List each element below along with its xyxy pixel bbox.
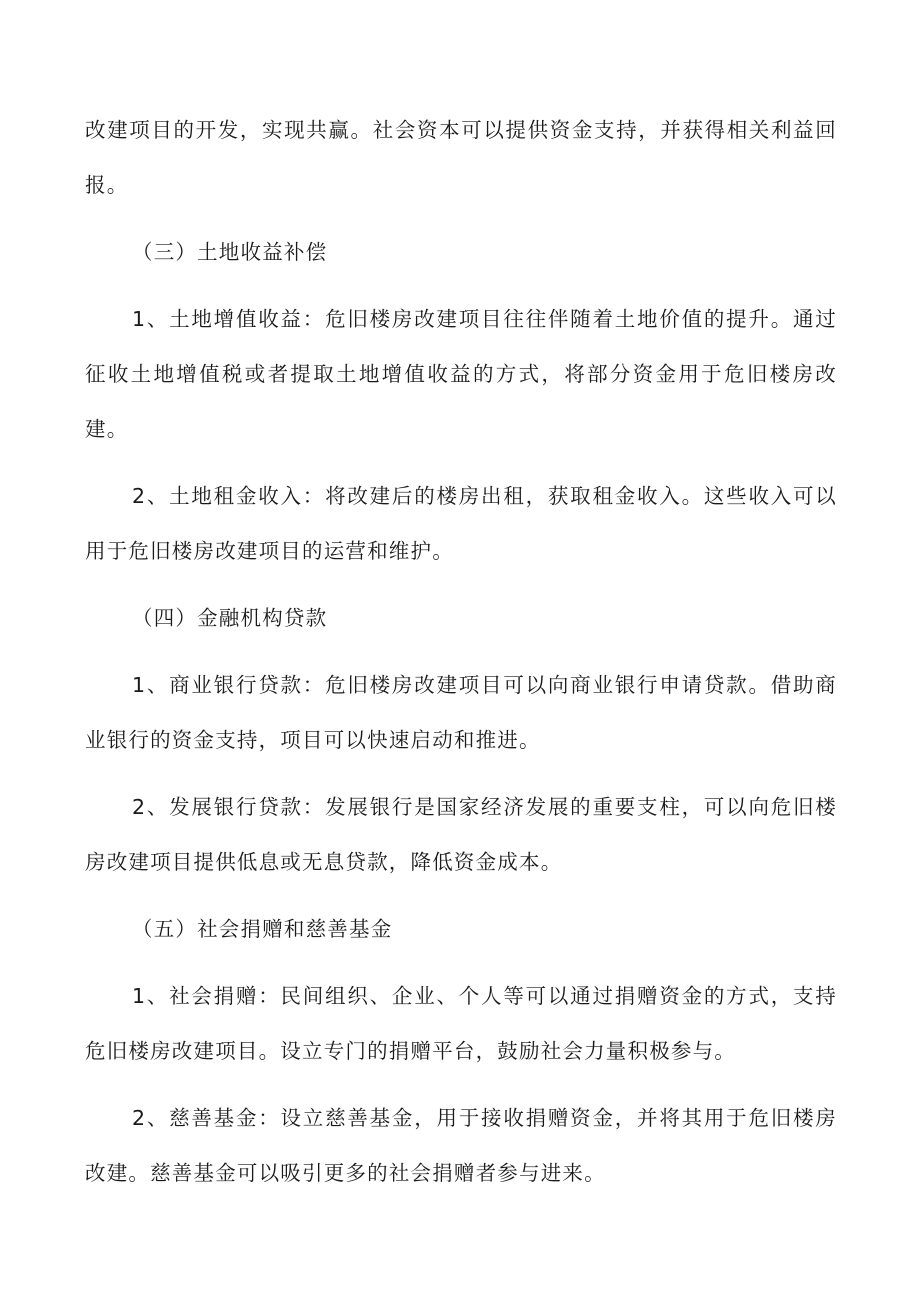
- paragraph-development-bank: 2、发展银行贷款：发展银行是国家经济发展的重要支柱，可以向危旧楼房改建项目提供低息或无息贷款，降低资金成本。: [85, 795, 837, 874]
- spacer: [85, 890, 837, 902]
- section-heading-4: （四）金融机构贷款: [132, 606, 328, 630]
- paragraph-commercial-bank: 1、商业银行贷款：危旧楼房改建项目可以向商业银行申请贷款。借助商业银行的资金支持，项目可以快速启动和推进。: [85, 673, 837, 752]
- spacer: [85, 579, 837, 591]
- spacer: [85, 213, 837, 225]
- paragraph-social-donation: 1、社会捐赠：民间组织、企业、个人等可以通过捐赠资金的方式，支持危旧楼房改建项目。设立专门的捐赠平台，鼓励社会力量积极参与。: [85, 984, 837, 1063]
- spacer: [85, 1079, 837, 1091]
- spacer: [85, 457, 837, 469]
- spacer: [85, 768, 837, 780]
- paragraph-land-appreciation: 1、土地增值收益：危旧楼房改建项目往往伴随着土地价值的提升。通过征收土地增值税或者提取土地增值收益的方式，将部分资金用于危旧楼房改建。: [85, 307, 837, 441]
- paragraph-land-rent: 2、土地租金收入：将改建后的楼房出租，获取租金收入。这些收入可以用于危旧楼房改建项目的运营和维护。: [85, 484, 837, 563]
- section-heading-3: （三）土地收益补偿: [132, 240, 328, 264]
- spacer: [85, 646, 837, 658]
- spacer: [85, 957, 837, 969]
- paragraph-continuation: 改建项目的开发，实现共赢。社会资本可以提供资金支持，并获得相关利益回报。: [85, 118, 837, 197]
- document-body: [85, 103, 837, 1201]
- section-heading-5: （五）社会捐赠和慈善基金: [132, 917, 393, 941]
- spacer: [85, 280, 837, 292]
- paragraph-charity-fund: 2、慈善基金：设立慈善基金，用于接收捐赠资金，并将其用于危旧楼房改建。慈善基金可以吸引更多的社会捐赠者参与进来。: [85, 1106, 837, 1185]
